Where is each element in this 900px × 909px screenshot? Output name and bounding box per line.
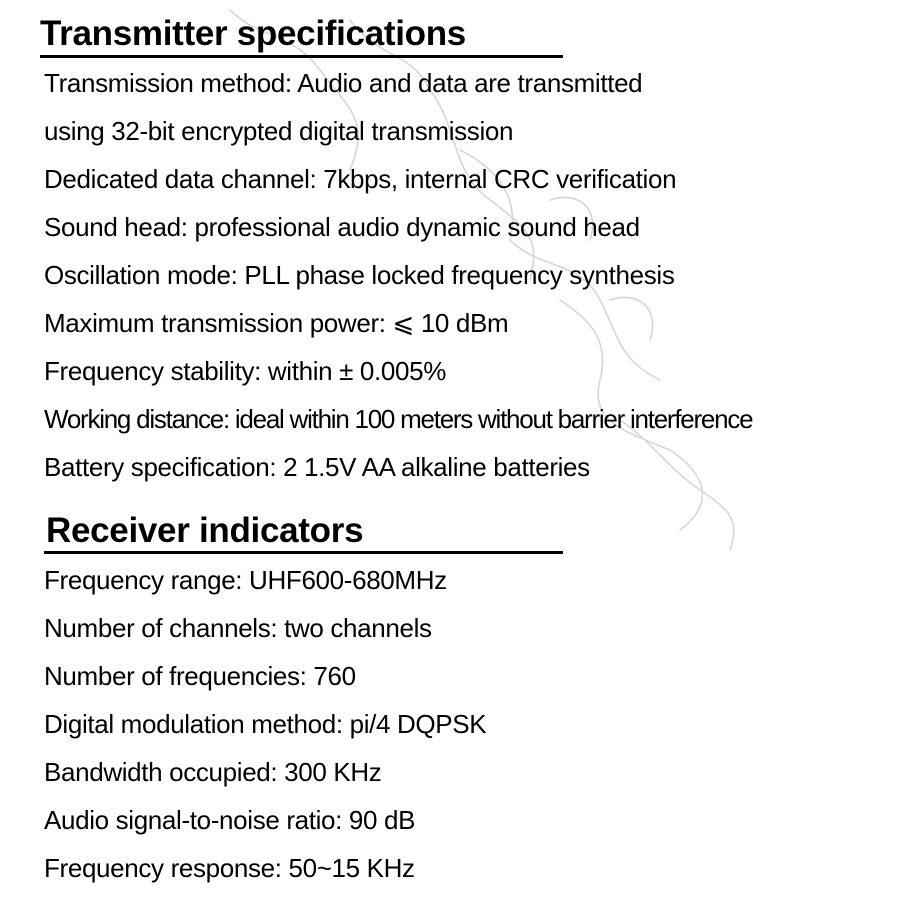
transmitter-heading-rule	[40, 55, 563, 58]
spec-line: Maximum transmission power: ⩽ 10 dBm	[44, 308, 509, 338]
receiver-section	[0, 500, 900, 909]
spec-line: Oscillation mode: PLL phase locked frequency synthesis	[44, 260, 675, 290]
spec-line: Frequency stability: within ± 0.005%	[44, 356, 446, 386]
transmitter-spec-list	[44, 59, 752, 491]
spec-line: Digital modulation method: pi/4 DQPSK	[44, 709, 487, 739]
spec-line: using 32-bit encrypted digital transmission	[44, 116, 514, 146]
spec-line: Transmission method: Audio and data are transmitted	[44, 68, 643, 98]
receiver-heading-rule	[44, 551, 563, 554]
receiver-heading: Receiver indicators	[46, 511, 364, 550]
spec-line: Frequency range: UHF600-680MHz	[44, 565, 447, 595]
receiver-spec-list	[44, 556, 486, 892]
spec-line: Working distance: ideal within 100 meters without barrier interference	[44, 404, 753, 434]
spec-line: Bandwidth occupied: 300 KHz	[44, 757, 382, 787]
transmitter-heading: Transmitter specifications	[40, 14, 466, 53]
spec-line: Frequency response: 50~15 KHz	[44, 853, 415, 883]
spec-line: Dedicated data channel: 7kbps, internal CRC verification	[44, 164, 677, 194]
spec-line: Number of channels: two channels	[44, 613, 432, 643]
spec-line: Number of frequencies: 760	[44, 661, 356, 691]
spec-line: Audio signal-to-noise ratio: 90 dB	[44, 805, 416, 835]
spec-line: Sound head: professional audio dynamic sound head	[44, 212, 640, 242]
spec-line: Battery specification: 2 1.5V AA alkaline batteries	[44, 452, 590, 482]
